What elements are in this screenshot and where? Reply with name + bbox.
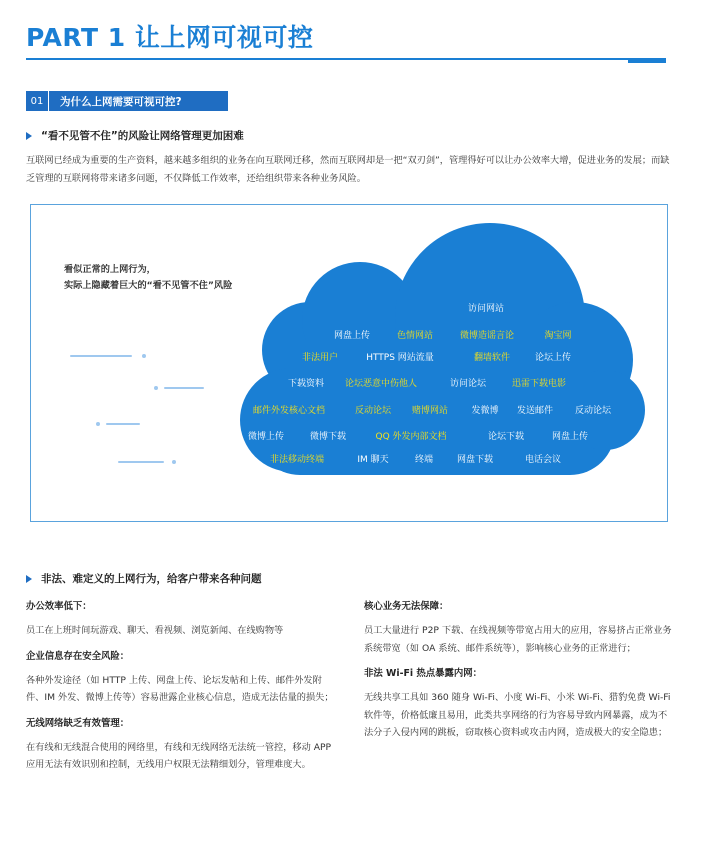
item-title: 办公效率低下： <box>26 601 92 612</box>
item-body: 各种外发途径（如 HTTP 上传、网盘上传、论坛发帖和上传、邮件外发附件、IM 外发、微博上传等）容易泄露企业核心信息，造成无法估量的损失； <box>26 674 334 703</box>
decor-dash <box>70 355 132 357</box>
keyword-20: 微博下载 <box>309 432 347 442</box>
keyword-23: 网盘上传 <box>551 432 589 442</box>
figure-note-line1: 看似正常的上网行为， <box>64 264 156 275</box>
keyword-17: 发送邮件 <box>516 406 554 416</box>
left-column <box>26 600 334 784</box>
keyword-26: 终端 <box>414 455 434 465</box>
keyword-7: 翻墙软件 <box>473 353 511 363</box>
decor-dot <box>142 354 146 358</box>
triangle-bullet-icon <box>26 575 32 583</box>
keyword-14: 反动论坛 <box>354 406 392 416</box>
keyword-6: HTTPS 网站流量 <box>366 353 434 363</box>
keyword-22: 论坛下载 <box>487 432 525 442</box>
keyword-25: IM 聊天 <box>357 455 389 465</box>
keyword-8: 论坛上传 <box>534 353 572 363</box>
item-body: 在有线和无线混合使用的网络里，有线和无线网络无法统一管控，移动 APP 应用无法有效识别和控制，无线用户权限无法精细划分，管理难度大。 <box>26 741 332 770</box>
keyword-1: 网盘上传 <box>333 331 371 341</box>
keyword-18: 反动论坛 <box>574 406 612 416</box>
subheading-problems-text: 非法、难定义的上网行为，给客户带来各种问题 <box>41 573 262 585</box>
decor-dash <box>118 461 164 463</box>
keyword-28: 电话会议 <box>524 455 562 465</box>
keyword-12: 迅雷下载电影 <box>511 379 567 389</box>
section-number: 01 <box>26 91 49 111</box>
decor-dash <box>106 423 140 425</box>
decor-dot <box>154 386 158 390</box>
keyword-16: 发微博 <box>471 406 499 416</box>
item-title: 无线网络缺乏有效管理： <box>26 717 130 729</box>
item-body: 无线共享工具如 360 随身 Wi-Fi、小度 Wi-Fi、小米 Wi-Fi、猎豹免费 Wi-Fi 软件等，价格低廉且易用，此类共享网络的行为容易导致内网暴露，成为不法分子入侵内网的跳板，窃取核心资料或攻击内网，造成极大的安全隐患； <box>364 692 671 738</box>
item-title: 企业信息存在安全风险： <box>26 650 130 662</box>
decor-dash <box>164 387 204 389</box>
item-body: 员工在上班时间玩游戏、聊天、看视频、浏览新闻、在线购物等 <box>26 625 284 636</box>
keyword-10: 论坛恶意中伤他人 <box>344 379 418 389</box>
figure-note <box>64 262 232 294</box>
keyword-5: 非法用户 <box>301 353 339 363</box>
keyword-13: 邮件外发核心文档 <box>252 406 326 416</box>
page-title: PART 1 让上网可视可控 <box>26 23 314 52</box>
keyword-11: 访问论坛 <box>449 379 487 389</box>
section-title: 为什么上网需要可视可控? <box>60 95 182 108</box>
item-title: 核心业务无法保障： <box>364 601 449 612</box>
decor-dot <box>172 460 176 464</box>
figure-note-line2: 实际上隐藏着巨大的“看不见管不住”风险 <box>64 280 233 291</box>
keyword-27: 网盘下载 <box>456 455 494 465</box>
keyword-15: 赌博网站 <box>411 406 449 416</box>
subheading-risk-text: “看不见管不住”的风险让网络管理更加困难 <box>41 130 244 142</box>
keyword-19: 微博上传 <box>247 432 285 442</box>
keyword-0: 访问网站 <box>467 304 505 314</box>
keyword-24: 非法移动终端 <box>269 455 325 465</box>
decor-dot <box>96 422 100 426</box>
keyword-4: 淘宝网 <box>544 331 572 341</box>
subheading-problems <box>26 571 262 586</box>
intro-paragraph: 互联网已经成为重要的生产资料，越来越多组织的业务在向互联网迁移，然而互联网却是一把“双刃剑”，管理得好可以让办公效率大增，促进业务的发展；而缺乏管理的互联网将带来诸多问题，不仅降低工作效率，还给组织带来各种业务风险。 <box>26 155 670 184</box>
keyword-3: 微博造谣言论 <box>459 331 515 341</box>
item-body: 员工大量进行 P2P 下载、在线视频等带宽占用大的应用，容易挤占正常业务系统带宽（如 OA 系统、邮件系统等），影响核心业务的正常进行； <box>364 625 672 654</box>
item-title: 非法 Wi-Fi 热点暴露内网： <box>364 668 482 679</box>
keyword-21: QQ 外发内部文档 <box>375 432 447 442</box>
keyword-9: 下载资料 <box>287 379 325 389</box>
right-column <box>364 600 672 752</box>
keyword-2: 色情网站 <box>396 331 434 341</box>
